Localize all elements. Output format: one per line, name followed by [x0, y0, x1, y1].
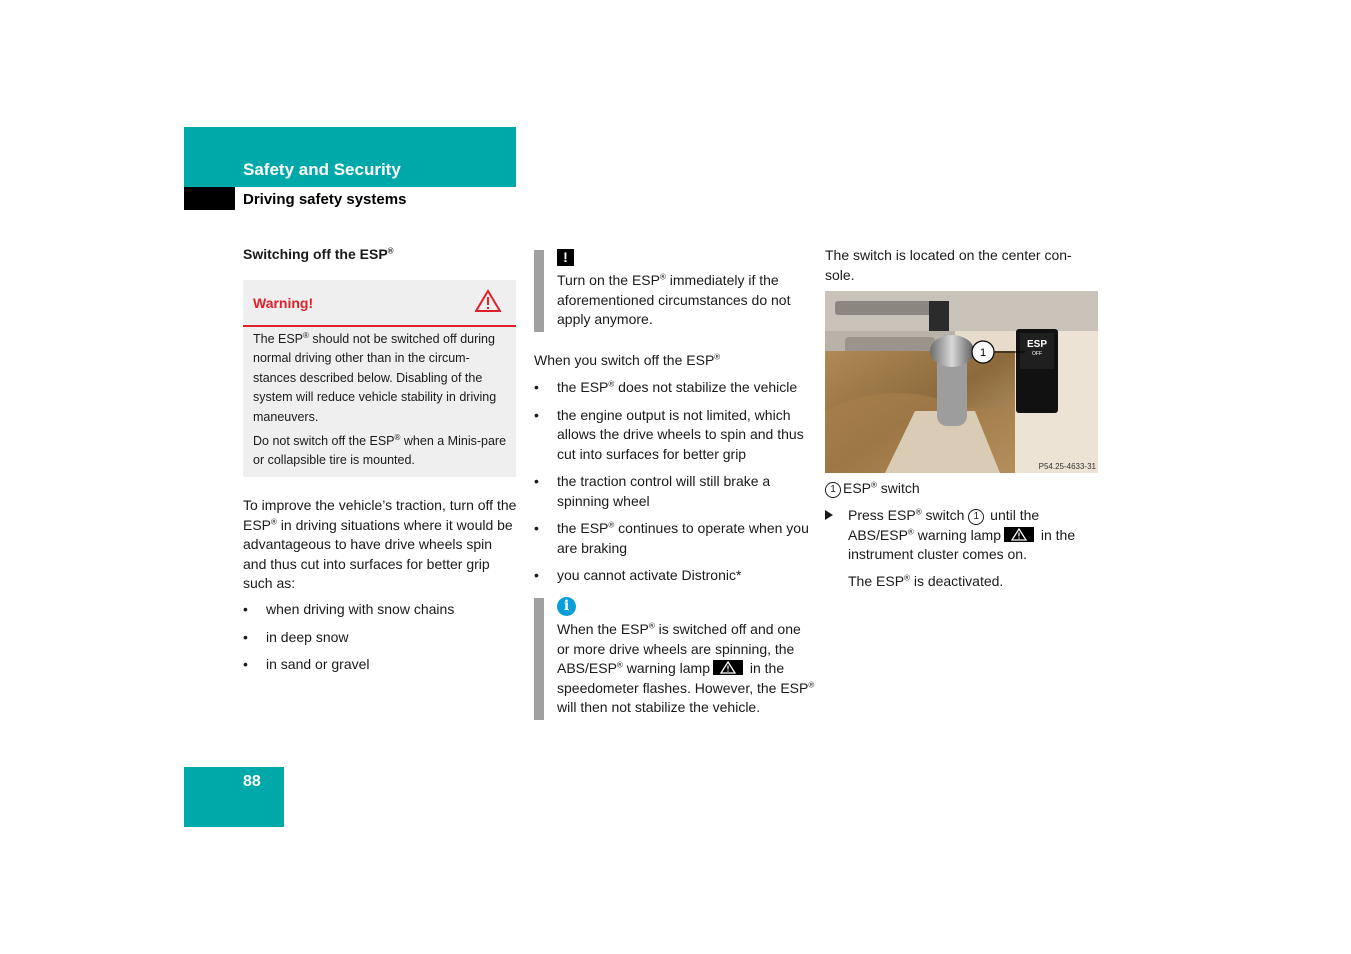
center-console-photo	[825, 291, 1098, 473]
header-marker	[184, 187, 235, 210]
callout-marker: 1	[825, 482, 841, 498]
callout-number: 1	[979, 347, 987, 359]
note-bar	[534, 598, 544, 720]
page-number: 88	[243, 773, 261, 790]
effects-intro: When you switch off the ESP®	[534, 352, 721, 368]
warning-lamp-icon	[1004, 527, 1034, 542]
list-item: • the engine output is not limited, which allows the drive wheels to spin and thus cut into surfaces for better grip	[534, 406, 814, 465]
list-item: • in deep snow	[243, 628, 518, 648]
instruction-step: Press ESP® switch 1 until the ABS/ESP® warning lamp in the instrument cluster comes on.	[848, 507, 1076, 562]
effects-list	[534, 378, 814, 594]
page-number-box	[184, 767, 284, 827]
list-item: • the ESP® continues to operate when you are braking	[534, 519, 814, 558]
warning-paragraph: Do not switch off the ESP® when a Minis-pare or collapsible tire is mounted.	[253, 432, 507, 468]
exclamation-icon: !	[557, 249, 574, 266]
list-item: • the ESP® does not stabilize the vehicle	[534, 378, 814, 398]
warning-lamp-icon	[713, 660, 743, 675]
switch-label: ESP	[1026, 339, 1048, 350]
info-icon: i	[557, 597, 576, 616]
intro-paragraph: To improve the vehicle’s traction, turn off the ESP® in driving situations where it would be advantageous to have drive wheels spin and thus cut into surfaces for better grip such as:	[243, 497, 517, 591]
step-arrow-icon	[825, 510, 833, 520]
section-title: Safety and Security	[243, 160, 401, 179]
step-result: The ESP® is deactivated.	[848, 573, 1004, 589]
photo-caption: 1 ESP® switch	[825, 479, 920, 499]
subsection-title: Driving safety systems	[243, 191, 407, 208]
callout-marker: 1	[968, 509, 984, 525]
list-item: • the traction control will still brake a spinning wheel	[534, 472, 814, 511]
location-text: The switch is located on the center con-sole.	[825, 247, 1072, 283]
info-note: When the ESP® is switched off and one or more drive wheels are spinning, the ABS/ESP® warning lamp in the speedometer flashes. However, the ESP® will then not stabilize the vehicle.	[557, 621, 815, 715]
image-code: P54.25-4633-31	[1038, 462, 1096, 471]
console-illustration	[825, 291, 1098, 473]
topic-heading: Switching off the ESP®	[243, 246, 394, 262]
caution-note: Turn on the ESP® immediately if the aforementioned circumstances do not apply anymore.	[557, 272, 791, 327]
list-item: • when driving with snow chains	[243, 600, 518, 620]
warning-triangle-icon	[475, 289, 501, 313]
list-item: • in sand or gravel	[243, 655, 518, 675]
warning-label: Warning!	[253, 295, 314, 311]
warning-paragraph: The ESP® should not be switched off during normal driving other than in the circum-stances described below. Disabling of the system will reduce vehicle stability in driving maneuvers.	[253, 330, 497, 424]
conditions-list	[243, 600, 518, 683]
switch-sublabel: OFF	[1032, 351, 1042, 357]
warning-header	[243, 280, 516, 327]
list-item: • you cannot activate Distronic*	[534, 566, 814, 586]
warning-box	[243, 280, 516, 477]
note-bar	[534, 250, 544, 332]
